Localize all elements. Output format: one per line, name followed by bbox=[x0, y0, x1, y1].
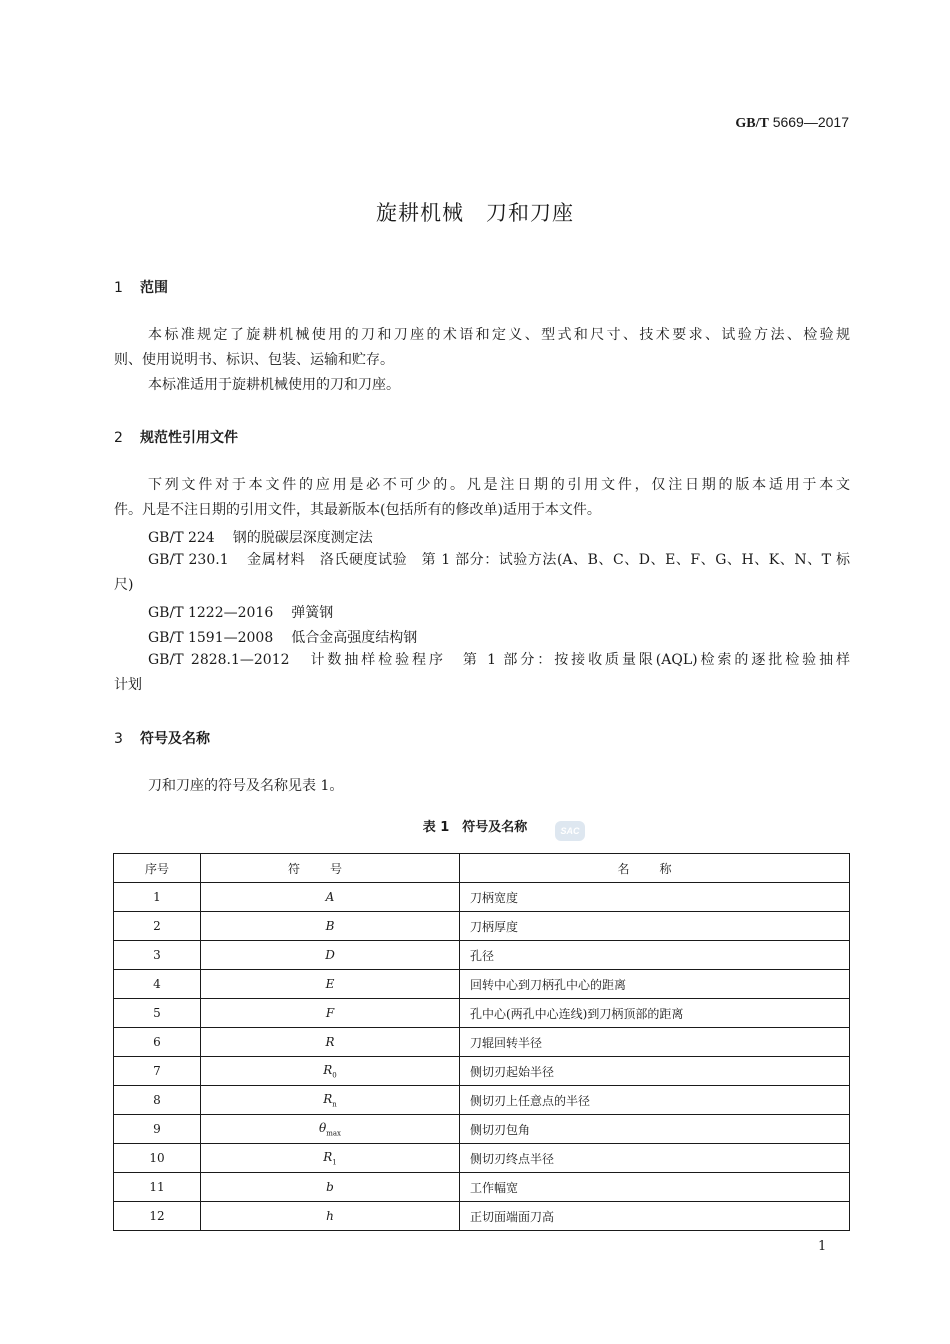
symbol-cell bbox=[201, 1086, 460, 1115]
section-number: 1 bbox=[114, 280, 123, 296]
reference-item bbox=[114, 648, 850, 673]
symbol-subscript: n bbox=[332, 1100, 337, 1109]
reference-title: 低合金高强度结构钢 bbox=[291, 630, 418, 646]
name-cell: 刀柄厚度 bbox=[460, 912, 850, 941]
name-cell: 正切面端面刀高 bbox=[460, 1202, 850, 1231]
name-cell: 侧切刃上任意点的半径 bbox=[460, 1086, 850, 1115]
name-cell: 侧切刃终点半径 bbox=[460, 1144, 850, 1173]
reference-title: 金属材料 洛氏硬度试验 第 1 部分：试验方法(A、B、C、D、E、F、G、H、K、N、T 标 bbox=[246, 552, 850, 568]
reference-item bbox=[148, 627, 417, 647]
paragraph: 件。凡是不注日期的引用文件，其最新版本(包括所有的修改单)适用于本文件。 bbox=[114, 502, 601, 518]
table-row bbox=[114, 1173, 850, 1202]
section-title: 范围 bbox=[140, 280, 168, 296]
section-number: 3 bbox=[114, 731, 123, 747]
symbol-cell bbox=[201, 1028, 460, 1057]
name-cell: 侧切刃包角 bbox=[460, 1115, 850, 1144]
row-number-cell: 4 bbox=[114, 970, 201, 999]
table-row bbox=[114, 999, 850, 1028]
symbol-cell bbox=[201, 883, 460, 912]
reference-title: 计数抽样检验程序 第 1 部分：按接收质量限(AQL)检索的逐批检验抽样 bbox=[307, 652, 850, 668]
table-header-row bbox=[114, 854, 850, 883]
row-number-cell: 6 bbox=[114, 1028, 201, 1057]
symbols-table bbox=[113, 853, 850, 1231]
table-row bbox=[114, 912, 850, 941]
reference-continuation: 尺) bbox=[114, 577, 134, 593]
symbol-text: b bbox=[326, 1180, 334, 1194]
table-row bbox=[114, 1202, 850, 1231]
reference-item bbox=[148, 602, 333, 622]
paragraph: 下列文件对于本文件的应用是必不可少的。凡是注日期的引用文件，仅注日期的版本适用于本文 bbox=[148, 477, 850, 493]
symbol-cell bbox=[201, 941, 460, 970]
symbol-cell bbox=[201, 970, 460, 999]
table-row bbox=[114, 1144, 850, 1173]
symbol-text: R bbox=[323, 1149, 333, 1164]
row-number-cell: 8 bbox=[114, 1086, 201, 1115]
symbol-subscript: max bbox=[326, 1129, 341, 1138]
reference-code: GB/T 230.1 bbox=[148, 552, 229, 568]
header-cell-symbol: 符号 bbox=[201, 854, 460, 883]
table-row bbox=[114, 970, 850, 999]
header-cell-name: 名称 bbox=[460, 854, 850, 883]
symbol-subscript: 1 bbox=[332, 1158, 337, 1167]
reference-code: GB/T 224 bbox=[148, 530, 215, 546]
row-number-cell: 11 bbox=[114, 1173, 201, 1202]
symbol-cell bbox=[201, 1144, 460, 1173]
name-cell: 刀柄宽度 bbox=[460, 883, 850, 912]
paragraph: 刀和刀座的符号及名称见表 1。 bbox=[148, 778, 344, 794]
paragraph: 则、使用说明书、标识、包装、运输和贮存。 bbox=[114, 352, 394, 368]
row-number-cell: 3 bbox=[114, 941, 201, 970]
header-cell-number: 序号 bbox=[114, 854, 201, 883]
symbol-cell bbox=[201, 1115, 460, 1144]
symbol-cell bbox=[201, 1057, 460, 1086]
name-cell: 孔中心(两孔中心连线)到刀柄顶部的距离 bbox=[460, 999, 850, 1028]
row-number-cell: 1 bbox=[114, 883, 201, 912]
row-number-cell: 5 bbox=[114, 999, 201, 1028]
table-body bbox=[114, 883, 850, 1231]
symbol-text: R bbox=[323, 1062, 333, 1077]
reference-code: GB/T 1591—2008 bbox=[148, 630, 274, 646]
symbol-cell bbox=[201, 999, 460, 1028]
row-number-cell: 2 bbox=[114, 912, 201, 941]
table-caption: 表 1 符号及名称 bbox=[422, 820, 528, 835]
section-title: 规范性引用文件 bbox=[140, 430, 238, 446]
name-cell: 侧切刃起始半径 bbox=[460, 1057, 850, 1086]
table-row bbox=[114, 1028, 850, 1057]
standard-code-prefix: GB/T bbox=[735, 116, 769, 131]
symbol-cell bbox=[201, 1173, 460, 1202]
section-1-heading bbox=[114, 277, 168, 297]
table-row bbox=[114, 883, 850, 912]
name-cell: 孔径 bbox=[460, 941, 850, 970]
document-title: 旋耕机械 刀和刀座 bbox=[376, 201, 574, 225]
sac-watermark-logo: SAC bbox=[555, 821, 585, 841]
section-3-heading bbox=[114, 728, 210, 748]
name-cell: 刀辊回转半径 bbox=[460, 1028, 850, 1057]
symbol-text: R bbox=[323, 1091, 333, 1106]
row-number-cell: 7 bbox=[114, 1057, 201, 1086]
table-row bbox=[114, 941, 850, 970]
paragraph: 本标准规定了旋耕机械使用的刀和刀座的术语和定义、型式和尺寸、技术要求、试验方法、检验规 bbox=[148, 327, 850, 343]
reference-continuation: 计划 bbox=[114, 677, 142, 693]
paragraph: 本标准适用于旋耕机械使用的刀和刀座。 bbox=[148, 377, 400, 393]
name-cell: 工作幅宽 bbox=[460, 1173, 850, 1202]
symbol-text: F bbox=[325, 1006, 335, 1020]
name-cell: 回转中心到刀柄孔中心的距离 bbox=[460, 970, 850, 999]
row-number-cell: 9 bbox=[114, 1115, 201, 1144]
section-title: 符号及名称 bbox=[140, 731, 210, 747]
row-number-cell: 10 bbox=[114, 1144, 201, 1173]
standard-code bbox=[735, 114, 849, 132]
symbol-cell bbox=[201, 1202, 460, 1231]
reference-title: 弹簧钢 bbox=[291, 605, 334, 621]
table-row bbox=[114, 1115, 850, 1144]
symbol-text: θ bbox=[319, 1120, 327, 1135]
table-row bbox=[114, 1057, 850, 1086]
reference-item bbox=[148, 527, 373, 547]
symbol-text: D bbox=[325, 948, 335, 962]
reference-code: GB/T 2828.1—2012 bbox=[148, 652, 290, 668]
page-number: 1 bbox=[818, 1239, 827, 1254]
table-row bbox=[114, 1086, 850, 1115]
symbol-cell bbox=[201, 912, 460, 941]
symbol-text: A bbox=[325, 890, 335, 904]
section-2-heading bbox=[114, 427, 238, 447]
reference-code: GB/T 1222—2016 bbox=[148, 605, 274, 621]
standard-code-number: 5669—2017 bbox=[772, 114, 849, 130]
symbol-text: B bbox=[325, 919, 335, 933]
symbol-text: E bbox=[325, 977, 335, 991]
symbol-subscript: 0 bbox=[332, 1071, 337, 1080]
row-number-cell: 12 bbox=[114, 1202, 201, 1231]
symbol-text: h bbox=[326, 1209, 334, 1223]
reference-item bbox=[114, 548, 850, 573]
section-number: 2 bbox=[114, 430, 123, 446]
symbol-text: R bbox=[325, 1035, 335, 1049]
reference-title: 钢的脱碳层深度测定法 bbox=[232, 530, 373, 546]
